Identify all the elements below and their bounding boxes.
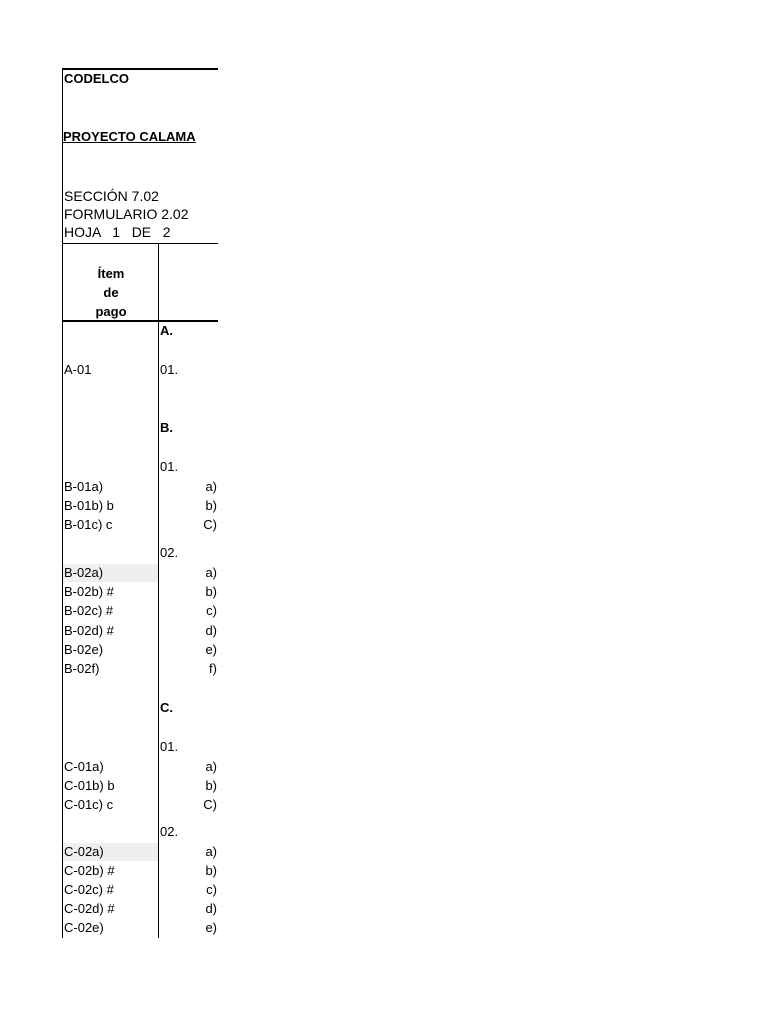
form-label: FORMULARIO 2.02 [64,206,189,222]
sheet-label: HOJA 1 DE 2 [64,224,171,240]
table-row-sub: d) [205,901,217,916]
table-row-item: C-02c) # [64,882,114,897]
group-heading-a: A. [160,323,173,338]
table-row-number: 01. [160,459,179,474]
table-row-item: B-01c) c [64,517,113,532]
table-row-item: B-02d) # [64,623,114,638]
table-row-item: B-02b) # [64,584,114,599]
column-header-item: Ítem [97,266,125,281]
column-header-item: pago [95,304,127,319]
table-row-item: A-01 [64,362,92,377]
group-heading-b: B. [160,420,173,435]
table-row-sub: f) [209,661,217,676]
table-row-sub: C) [203,797,217,812]
table-row-sub: a) [205,479,217,494]
table-row-sub: b) [205,863,217,878]
table-row-sub: c) [206,603,217,618]
table-row-item: C-02a) [64,844,104,859]
table-row-item: B-02f) [64,661,100,676]
table-row-item: C-02b) # [64,863,115,878]
table-row-item: C-01b) b [64,778,115,793]
table-row-number: 01. [160,362,179,377]
project-title: PROYECTO CALAMA [63,129,196,144]
table-row-item: C-02d) # [64,901,115,916]
table-row-item: C-02e) [64,920,104,935]
column-separator [158,244,159,938]
table-row-number: 02. [160,824,179,839]
table-row-sub: C) [203,517,217,532]
table-row-item: B-01b) b [64,498,114,513]
column-header-rule [62,320,218,322]
table-row-item: C-01c) c [64,797,114,812]
header-rule [62,243,218,244]
table-row-sub: e) [205,642,217,657]
table-row-sub: a) [205,844,217,859]
table-row-sub: b) [205,778,217,793]
table-row-number: 01. [160,739,179,754]
table-row-sub: a) [205,759,217,774]
left-border [62,68,63,938]
top-border [62,68,218,70]
table-row-item: B-01a) [64,479,104,494]
table-row-sub: b) [205,584,217,599]
table-row-sub: c) [206,882,217,897]
table-row-item: B-02a) [64,565,104,580]
table-row-item: C-01a) [64,759,104,774]
table-row-sub: e) [205,920,217,935]
table-row-sub: b) [205,498,217,513]
table-row-item: B-02e) [64,642,104,657]
column-header-item: de [103,285,119,300]
table-row-sub: d) [205,623,217,638]
company-name: CODELCO [64,71,129,86]
table-row-number: 02. [160,545,179,560]
table-row-item: B-02c) # [64,603,114,618]
table-row-sub: a) [205,565,217,580]
group-heading-c: C. [160,700,173,715]
section-label: SECCIÓN 7.02 [64,188,159,204]
